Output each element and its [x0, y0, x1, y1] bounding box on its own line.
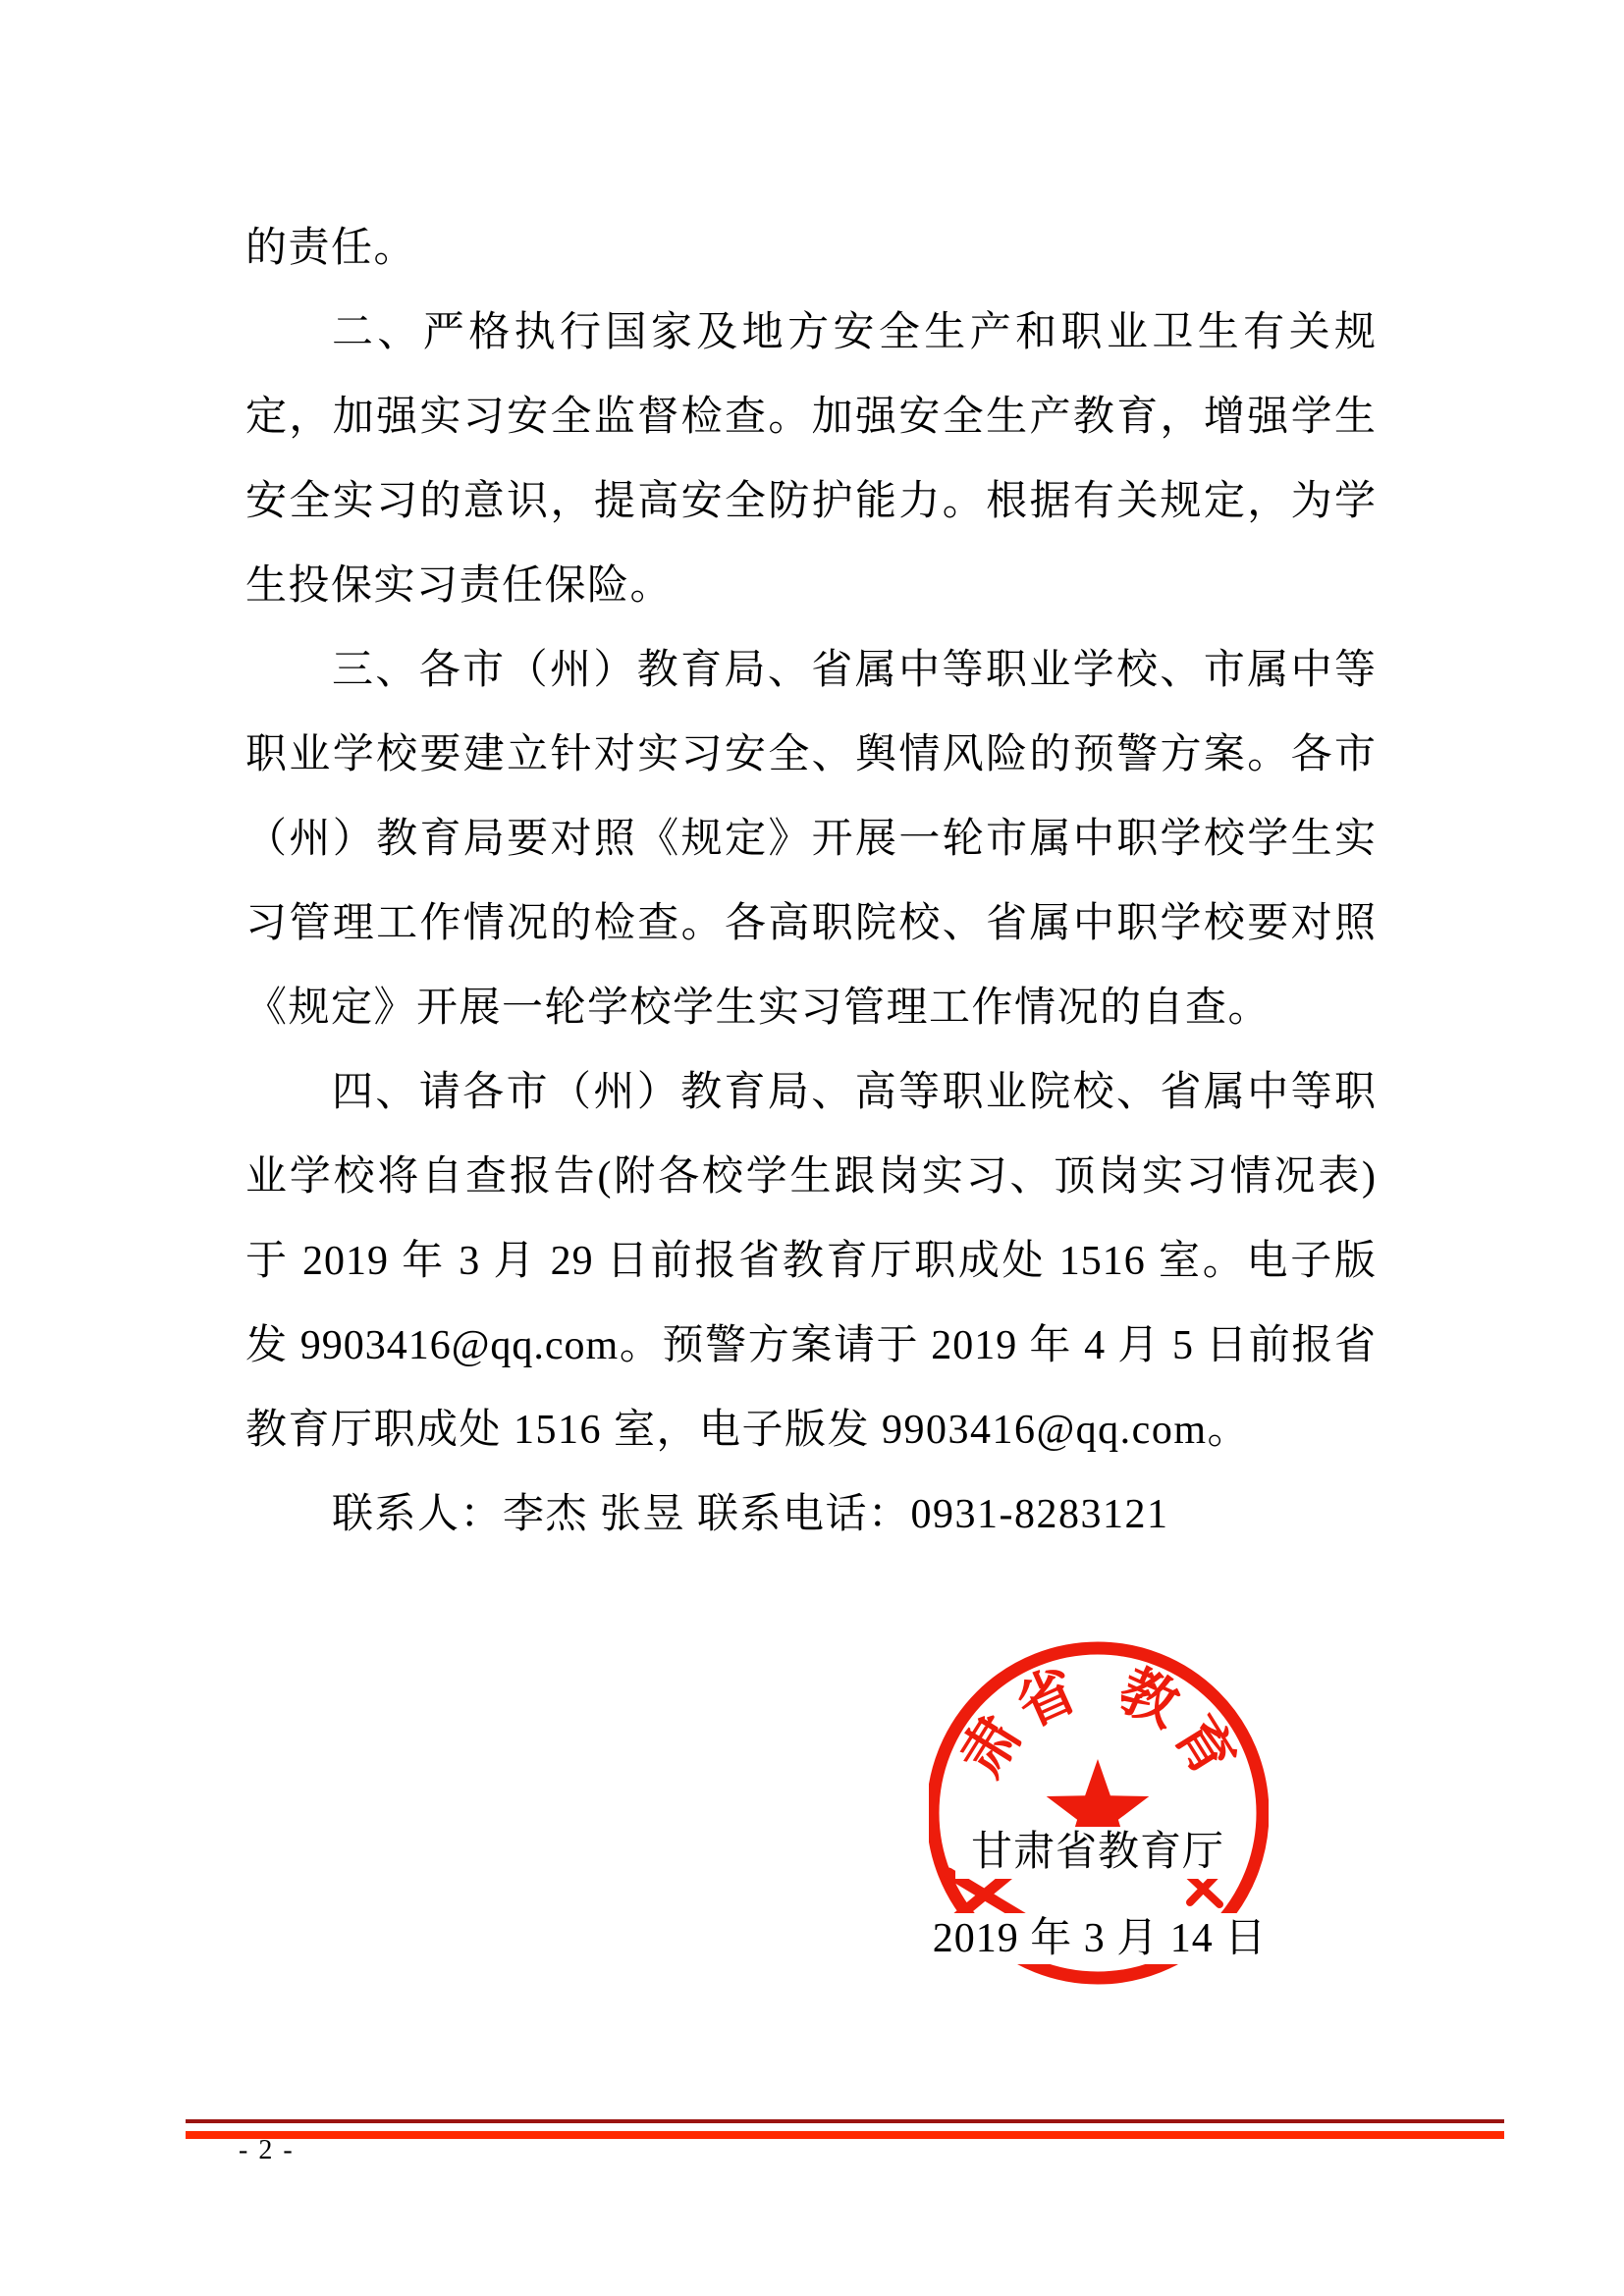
body-line: 于 2019 年 3 月 29 日前报省教育厅职成处 1516 室。电子版: [245, 1239, 1377, 1284]
seal-arc-char: 育: [1162, 1705, 1247, 1788]
document-body: [245, 206, 1377, 1557]
body-line: 三、各市（州）教育局、省属中等职业学校、市属中等: [332, 648, 1377, 693]
footer-rule-thin: [186, 2119, 1504, 2123]
body-line: 职业学校要建立针对实习安全、舆情风险的预警方案。各市: [245, 732, 1377, 777]
page-number: - 2 -: [239, 2135, 295, 2165]
body-line: 生投保实习责任保险。: [245, 563, 674, 609]
body-line: （州）教育局要对照《规定》开展一轮市属中职学校学生实: [245, 817, 1377, 862]
body-line: 教育厅职成处 1516 室，电子版发 9903416@qq.com。: [245, 1408, 1250, 1453]
body-line: 的责任。: [245, 226, 417, 271]
body-line: 《规定》开展一轮学校学生实习管理工作情况的自查。: [245, 986, 1272, 1031]
seal-arc-char: 省: [1007, 1657, 1086, 1739]
body-line: 安全实习的意识，提高安全防护能力。根据有关规定，为学: [245, 479, 1377, 524]
signature-date: 2019 年 3 月 14 日: [882, 1913, 1318, 1964]
body-line: 二、严格执行国家及地方安全生产和职业卫生有关规: [332, 310, 1377, 355]
seal-arc-char: 教: [1110, 1657, 1188, 1739]
body-line: 业学校将自查报告(附各校学生跟岗实习、顶岗实习情况表): [245, 1154, 1377, 1200]
body-line: 发 9903416@qq.com。预警方案请于 2019 年 4 月 5 日前报省: [245, 1323, 1377, 1368]
footer-rule-thick: [186, 2131, 1504, 2139]
body-line: 定，加强实习安全监督检查。加强安全生产教育，增强学生: [245, 395, 1377, 440]
body-line: 联系人：李杰 张昱 联系电话：0931-8283121: [332, 1492, 1169, 1537]
body-line: 四、请各市（州）教育局、高等职业院校、省属中等职: [332, 1070, 1377, 1115]
signature-agency: 甘肃省教育厅: [955, 1827, 1240, 1879]
body-line: 习管理工作情况的检查。各高职院校、省属中职学校要对照: [245, 901, 1377, 946]
seal-arc-char: 肃: [948, 1705, 1034, 1788]
